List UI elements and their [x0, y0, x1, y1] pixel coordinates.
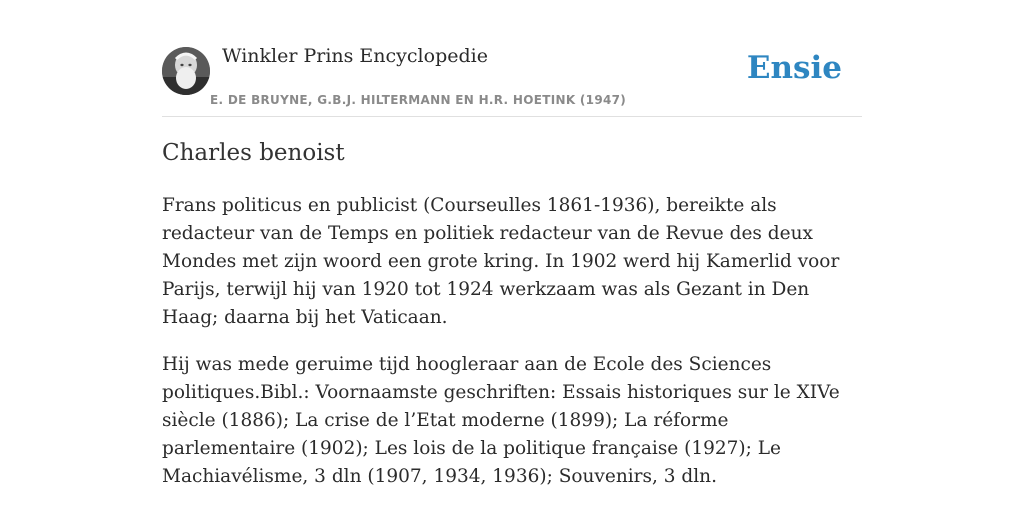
portrait-image [162, 47, 210, 95]
authors-credit: E. DE BRUYNE, G.B.J. HILTERMANN EN H.R. HOETINK (1947) [210, 93, 627, 107]
article-title: Charles benoist [162, 140, 345, 166]
author-portrait-icon [162, 47, 210, 95]
ensie-logo[interactable]: Ensie [746, 50, 842, 86]
site-header [162, 0, 862, 117]
article-paragraph: Hij was mede geruime tijd hoogleraar aan de Ecole des Sciences politiques.Bibl.: Voornaamste geschriften: Essais historiques sur le XIVe siècle (1886); La crise de l’Etat moderne (1899); La réforme parlementaire (1902); Les lois de la politique française (1927); Le Machiavélisme, 3 dln (1907, 1934, 1936); Souvenirs, 3 dln. [162, 354, 840, 487]
page-container [162, 0, 862, 487]
site-title[interactable]: Winkler Prins Encyclopedie [222, 45, 488, 67]
article-paragraph: Frans politicus en publicist (Courseulles 1861-1936), bereikte als redacteur van de Temps en politiek redacteur van de Revue des deux Mondes met zijn woord een grote kring. In 1902 werd hij Kamerlid voor Parijs, terwijl hij van 1920 tot 1924 werkzaam was als Gezant in Den Haag; daarna bij het Vaticaan. [162, 195, 840, 328]
article-body [162, 192, 862, 510]
